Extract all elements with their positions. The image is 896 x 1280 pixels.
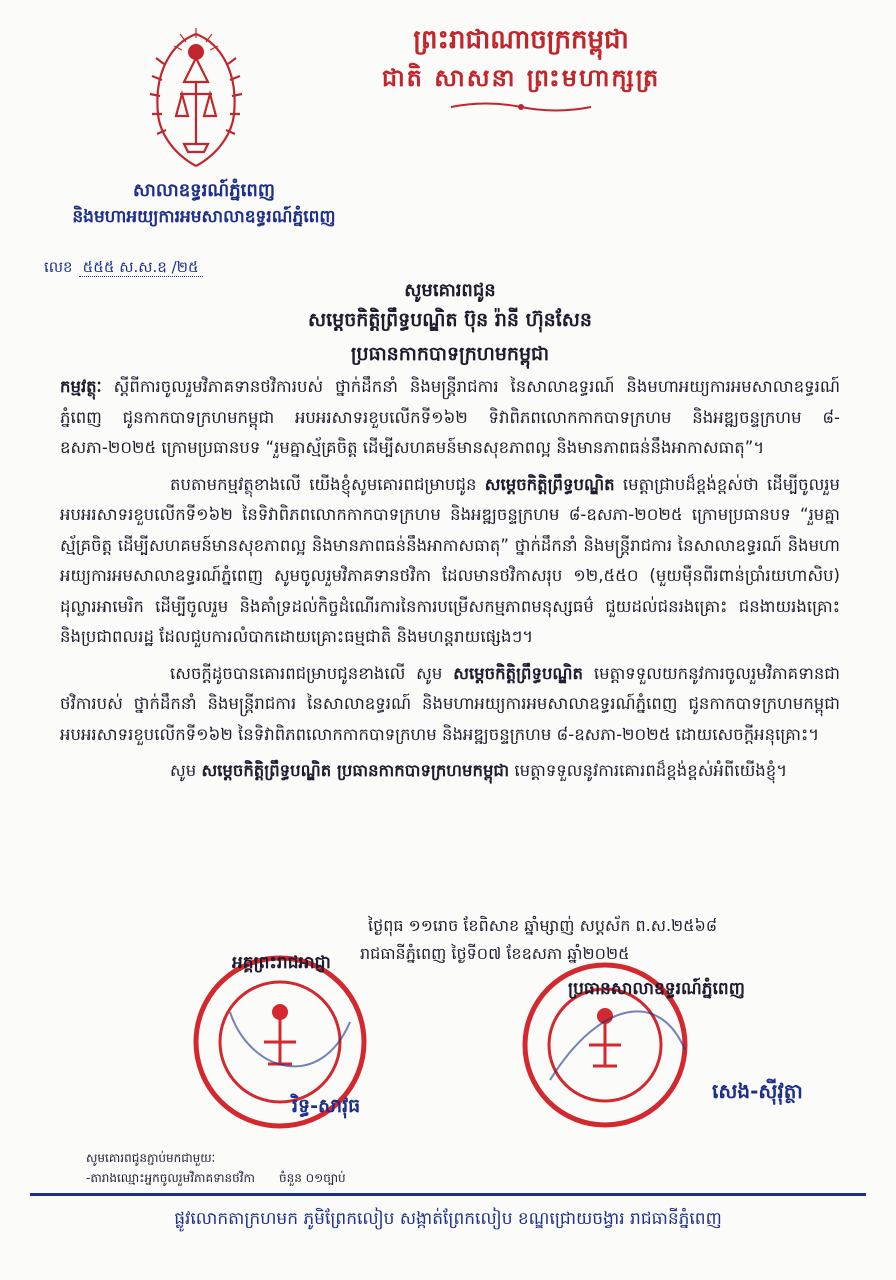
paragraph-2 — [60, 659, 840, 751]
solar-date: រាជធានីភ្នំពេញ ថ្ងៃទី០៧ ខែឧសភា ឆ្នាំ២០២៥ — [360, 944, 630, 963]
attachment-label: សូមគោរពជូនភ្ជាប់មកជាមួយៈ — [86, 1151, 216, 1165]
subject-text: ស្តីពីការចូលរួមវិភាគទានថវិការបស់ ថ្នាក់ដឹកនាំ និងមន្ត្រីរាជការ នៃសាលាឧទ្ធរណ៍ និងមហាអយ្យការអមសាលាឧទ្ធរណ៍ភ្នំពេញ ជូនកាកបាទក្រហមកម្ពុជា អបអរសាទរខួបលើកទី១៦២ ទិវាពិភពលោកកាកបាទក្រហម និងអឌ្ឍចន្ទក្រហម ៨-ឧសភា-២០២៥ ក្រោមប្រធានបទ “រួមគ្នាស្ម័គ្រចិត្ត ដើម្បីសហគមន៍មានសុខភាពល្អ និងមានភាពធន់នឹងអាកាសធាតុ”។ — [60, 377, 840, 457]
paragraph-3-honorific: សម្តេចកិត្តិព្រឹទ្ធបណ្ឌិត ប្រធានកាកបាទក្រហមកម្ពុជា — [201, 761, 510, 780]
national-motto: ជាតិ សាសនា ព្រះមហាក្សត្រ — [381, 64, 661, 92]
attachment-item: -តារាងឈ្មោះអ្នកចូលរួមវិភាគទានថវិកា — [86, 1171, 255, 1185]
court-name-line2: និងមហាអយ្យការអមសាលាឧទ្ធរណ៍ភ្នំពេញ — [72, 207, 336, 227]
recipient-name: សម្តេចកិត្តិព្រឹទ្ធបណ្ឌិត ប៊ុន រ៉ានី ហ៊ុនសែន — [308, 309, 592, 331]
right-signatory-title: ប្រធានសាលាឧទ្ធរណ៍ភ្នំពេញ — [568, 979, 745, 999]
reference-value: ៥៥៥ ស.ស.ឧ /២៥ — [79, 258, 203, 277]
footer-divider — [30, 1193, 866, 1196]
paragraph-1-honorific: សម្តេចកិត្តិព្រឹទ្ធបណ្ឌិត — [484, 474, 615, 494]
paragraph-1-text: មេត្តាជ្រាបដ៏ខ្ពង់ខ្ពស់ថា ដើម្បីចូលរួមអបអរសាទរខួបលើកទី១៦២ នៃទិវាពិភពលោកកាកបាទក្រហម និងអឌ្ឍចន្ទក្រហម ៨-ឧសភា-២០២៥ ក្រោមប្រធានបទ “រួមគ្នាស្ម័គ្រចិត្ត ដើម្បីសហគមន៍មានសុខភាពល្អ និងមានភាពធន់នឹងអាកាសធាតុ” ថ្នាក់ដឹកនាំ និងមន្ត្រីរាជការ នៃសាលាឧទ្ធរណ៍ និងមហាអយ្យការអមសាលាឧទ្ធរណ៍ភ្នំពេញ សូមចូលរួមវិភាគទានថវិកា ដែលមានថវិកាសរុប ១២,៥៥០ (មួយម៉ឺនពីរពាន់ប្រាំរយហាសិប) ដុល្លារអាមេរិក ដើម្បីចូលរួម និងគាំទ្រដល់កិច្ចដំណើរការនៃការបម្រើសកម្មភាពមនុស្សធម៌ ជួយដល់ជនរងគ្រោះ ជនងាយរងគ្រោះ និងប្រជាពលរដ្ឋ ដែលជួបការលំបាកដោយគ្រោះធម្មជាតិ និងមហន្តរាយផ្សេងៗ។ — [60, 474, 840, 646]
left-signatory-title: អគ្គព្រះរាជអាជ្ញា — [232, 953, 331, 973]
paragraph-2-honorific: សម្តេចកិត្តិព្រឹទ្ធបណ្ឌិត — [453, 663, 584, 683]
left-signatory-name: រិទ្ធ-សាវុធ — [292, 1095, 361, 1117]
ornament-divider-icon — [446, 100, 596, 114]
letter-body — [60, 372, 840, 793]
reference-label: លេខ — [44, 258, 73, 276]
paragraph-3 — [60, 756, 840, 787]
subject-label: កម្មវត្ថុៈ — [60, 377, 102, 396]
court-name-line1: សាលាឧទ្ធរណ៍ភ្នំពេញ — [133, 180, 275, 201]
issuing-court — [44, 178, 364, 230]
lunar-date: ថ្ងៃពុធ ១១រោច ខែពិសាខ ឆ្នាំម្សាញ់ សប្តស័ក ព.ស.២៥៦៨ — [368, 916, 718, 935]
subject-paragraph — [60, 372, 840, 464]
paragraph-3-text: មេត្តាទទួលនូវការគោរពដ៏ខ្ពង់ខ្ពស់អំពីយើងខ្ញុំ។ — [514, 761, 788, 780]
salutation: សូមគោរពជូន — [404, 280, 496, 301]
paragraph-2-text: មេត្តាទទួលយកនូវការចូលរួមវិភាគទានជាថវិការបស់ ថ្នាក់ដឹកនាំ និងមន្ត្រីរាជការ នៃសាលាឧទ្ធរណ៍ និងមហាអយ្យការអមសាលាឧទ្ធរណ៍ភ្នំពេញ ជូនកាកបាទក្រហមកម្ពុជា អបអរសាទរខួបលើកទី១៦២ នៃទិវាពិភពលោកកាកបាទក្រហម និងអឌ្ឍចន្ទក្រហម ៨-ឧសភា-២០២៥ ដោយសេចក្តីអនុគ្រោះ។ — [60, 663, 841, 744]
paragraph-2-lead: សេចក្តីដូចបានគោរពជម្រាបជូនខាងលើ សូម — [170, 663, 443, 683]
paragraph-3-lead: សូម — [170, 761, 197, 780]
court-emblem-icon — [140, 24, 252, 174]
recipient-position: ប្រធានកាកបាទក្រហមកម្ពុជា — [350, 343, 550, 365]
paragraph-1-lead: តបតាមកម្មវត្ថុខាងលើ យើងខ្ញុំសូមគោរពជម្រាបជូន — [170, 474, 477, 494]
kingdom-title: ព្រះរាជាណាចក្រកម្ពុជា — [413, 25, 629, 55]
paragraph-1 — [60, 470, 840, 653]
reference-number — [44, 258, 203, 280]
footer-address: ផ្លូវលោកតាក្រហមក ភូមិព្រែកលៀប សង្កាត់ព្រែកលៀប ខណ្ឌជ្រោយចង្វារ រាជធានីភ្នំពេញ — [174, 1209, 722, 1229]
attachment-count: ចំនួន ០១ច្បាប់ — [278, 1171, 346, 1185]
right-signatory-name: សេង-ស៊ីវុត្ថា — [712, 1079, 803, 1103]
kingdom-header — [356, 20, 686, 114]
attachment-note — [86, 1148, 346, 1188]
